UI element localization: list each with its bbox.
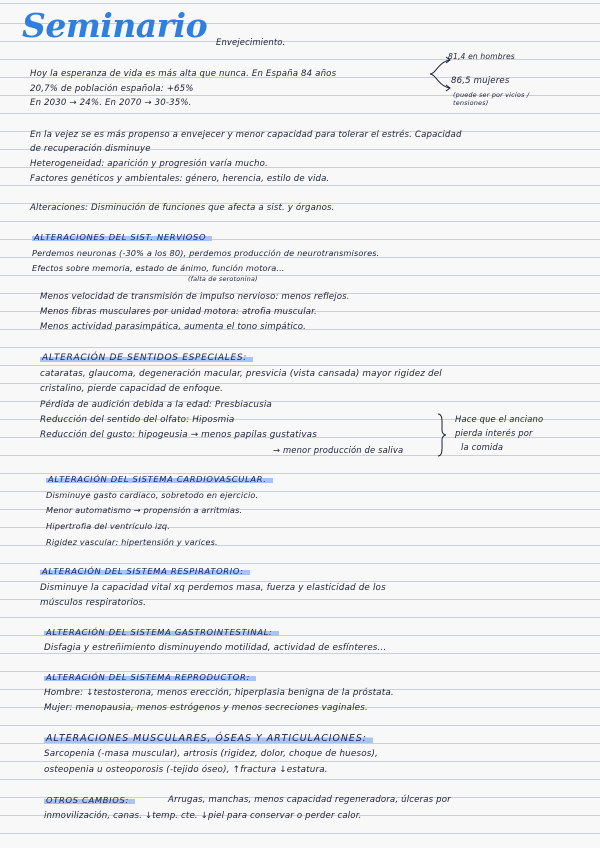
heading-sentidos: ALTERACIÓN DE SENTIDOS ESPECIALES: bbox=[40, 353, 253, 363]
intro-line-1: Hoy la esperanza de vida es más alta que nunca. En España 84 años bbox=[30, 69, 337, 79]
nervioso-line-1: Perdemos neuronas (-30% a los 80), perdemos producción de neurotransmisores. bbox=[32, 248, 380, 258]
heading-nervioso: ALTERACIONES DEL SIST. NERVIOSO bbox=[32, 232, 212, 242]
otros-line-2: inmovilización, canas. ↓temp. cte. ↓piel para conservar o perder calor. bbox=[44, 811, 362, 821]
cardio-line-3: Hipertrofia del ventrículo izq. bbox=[46, 521, 171, 531]
heading-otros: OTROS CAMBIOS: bbox=[44, 795, 135, 805]
reproductor-line-1: Hombre: ↓testosterona, menos erección, hiperplasia benigna de la próstata. bbox=[44, 688, 394, 698]
heading-cardio: ALTERACIÓN DEL SISTEMA CARDIOVASCULAR. bbox=[46, 474, 273, 484]
sentidos-line-5: Reducción del gusto: hipogeusia → menos papilas gustativas bbox=[40, 430, 317, 440]
sentidos-line-3: Pérdida de audición debida a la edad: Presbiacusia bbox=[40, 400, 272, 410]
general-line-4: Factores genéticos y ambientales: género, herencia, estilo de vida. bbox=[30, 174, 330, 184]
life-expectancy-women: 86,5 mujeres bbox=[451, 76, 510, 86]
split-arrow-icon bbox=[428, 56, 454, 92]
sentidos-side-3: la comida bbox=[461, 442, 504, 452]
gastro-line-1: Disfagia y estreñimiento disminuyendo motilidad, actividad de esfínteres... bbox=[44, 643, 387, 653]
intro-line-2: 20,7% de población española: +65% bbox=[30, 84, 194, 94]
sentidos-line-1: cataratas, glaucoma, degeneración macular, presvicia (vista cansada) mayor rigidez del bbox=[40, 369, 442, 379]
cardio-line-4: Rigidez vascular: hipertensión y varices. bbox=[46, 537, 218, 547]
respiratorio-line-1: Disminuye la capacidad vital xq perdemos masa, fuerza y elasticidad de los bbox=[40, 583, 386, 593]
general-line-3: Heterogeneidad: aparición y progresión varía mucho. bbox=[30, 159, 268, 169]
subtitle: Envejecimiento. bbox=[216, 37, 286, 47]
musculares-line-1: Sarcopenia (-masa muscular), artrosis (rigidez, dolor, choque de huesos), bbox=[44, 749, 378, 759]
nervioso-line-2-note: (falta de serotonina) bbox=[188, 275, 258, 283]
cardio-line-1: Disminuye gasto cardiaco, sobretodo en ejercicio. bbox=[46, 490, 259, 500]
life-expectancy-men: 81,4 en hombres bbox=[448, 52, 515, 61]
otros-line-1: Arrugas, manchas, menos capacidad regeneradora, úlceras por bbox=[168, 795, 451, 805]
general-line-1: En la vejez se es más propenso a envejecer y menor capacidad para tolerar el estrés. Capacidad bbox=[30, 130, 462, 140]
intro-line-3: En 2030 → 24%. En 2070 → 30-35%. bbox=[30, 98, 192, 108]
nervioso-line-4: Menos fibras musculares por unidad motora: atrofia muscular. bbox=[40, 307, 317, 317]
general-line-2: de recuperación disminuye bbox=[30, 144, 151, 154]
women-note: (puede ser por vicios / tensiones) bbox=[453, 91, 530, 107]
heading-reproductor: ALTERACIÓN DEL SISTEMA REPRODUCTOR: bbox=[44, 672, 256, 682]
nervioso-line-2: Efectos sobre memoria, estado de ánimo, función motora... bbox=[32, 263, 285, 273]
heading-gastro: ALTERACIÓN DEL SISTEMA GASTROINTESTINAL: bbox=[44, 627, 279, 637]
reproductor-line-2: Mujer: menopausia, menos estrógenos y menos secreciones vaginales. bbox=[44, 703, 368, 713]
sentidos-side-2: pierda interés por bbox=[455, 428, 533, 438]
sentidos-line-4: Reducción del sentido del olfato: Hiposmia bbox=[40, 415, 235, 425]
sentidos-line-2: cristalino, pierde capacidad de enfoque. bbox=[40, 384, 224, 394]
heading-musculares: ALTERACIONES MUSCULARES, ÓSEAS Y ARTICULACIONES: bbox=[44, 733, 373, 744]
musculares-line-2: osteopenia u osteoporosis (-tejido óseo), ↑fractura ↓estatura. bbox=[44, 765, 328, 775]
sentidos-line-6: → menor producción de saliva bbox=[273, 445, 404, 455]
nervioso-line-5: Menos actividad parasimpática, aumenta el tono simpático. bbox=[40, 322, 307, 332]
heading-respiratorio: ALTERACIÓN DEL SISTEMA RESPIRATORIO: bbox=[40, 566, 250, 576]
respiratorio-line-2: músculos respiratorios. bbox=[40, 598, 147, 608]
brace-icon bbox=[436, 412, 448, 458]
cardio-line-2: Menor automatismo → propensión a arritmias. bbox=[46, 505, 243, 515]
sentidos-side-1: Hace que el anciano bbox=[455, 414, 544, 424]
general-line-5: Alteraciones: Disminución de funciones que afecta a sist. y órganos. bbox=[30, 203, 335, 213]
nervioso-line-3: Menos velocidad de transmisión de impulso nervioso: menos reflejos. bbox=[40, 292, 350, 302]
page-title: Seminario bbox=[22, 6, 208, 45]
